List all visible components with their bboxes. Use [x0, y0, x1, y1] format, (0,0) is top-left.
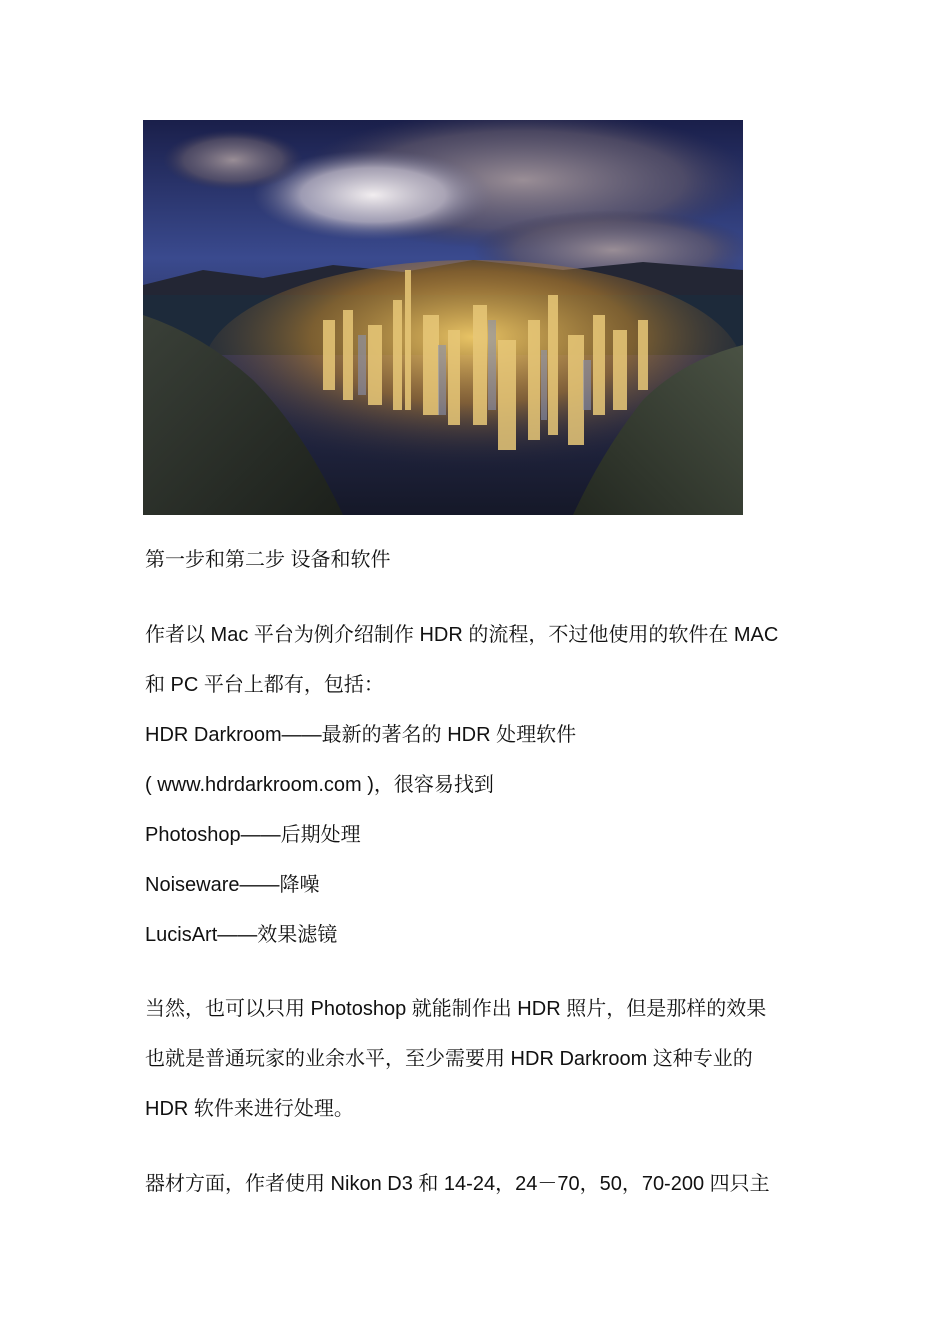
paragraph-line: 当然，也可以只用 Photoshop 就能制作出 HDR 照片，但是那样的效果	[145, 998, 767, 1020]
paragraph-line: 也就是普通玩家的业余水平，至少需要用 HDR Darkroom 这种专业的	[145, 1048, 753, 1070]
software-item-hdr-darkroom: HDR Darkroom——最新的著名的 HDR 处理软件	[145, 724, 577, 746]
paragraph-line: HDR 软件来进行处理。	[145, 1098, 354, 1120]
paragraph-line: 和 PC 平台上都有，包括：	[145, 674, 384, 696]
software-item-photoshop: Photoshop——后期处理	[145, 824, 361, 846]
section-heading: 第一步和第二步 设备和软件	[145, 549, 391, 571]
hdr-city-night-photo	[143, 120, 743, 515]
software-item-lucisart: LucisArt——效果滤镜	[145, 924, 338, 946]
software-item-url: ( www.hdrdarkroom.com )，很容易找到	[145, 774, 494, 796]
software-item-noiseware: Noiseware——降噪	[145, 874, 320, 896]
paragraph-line: 作者以 Mac 平台为例介绍制作 HDR 的流程，不过他使用的软件在 MAC	[145, 624, 779, 646]
paragraph-line: 器材方面，作者使用 Nikon D3 和 14-24，24－70，50，70-200 四只主	[145, 1173, 770, 1195]
